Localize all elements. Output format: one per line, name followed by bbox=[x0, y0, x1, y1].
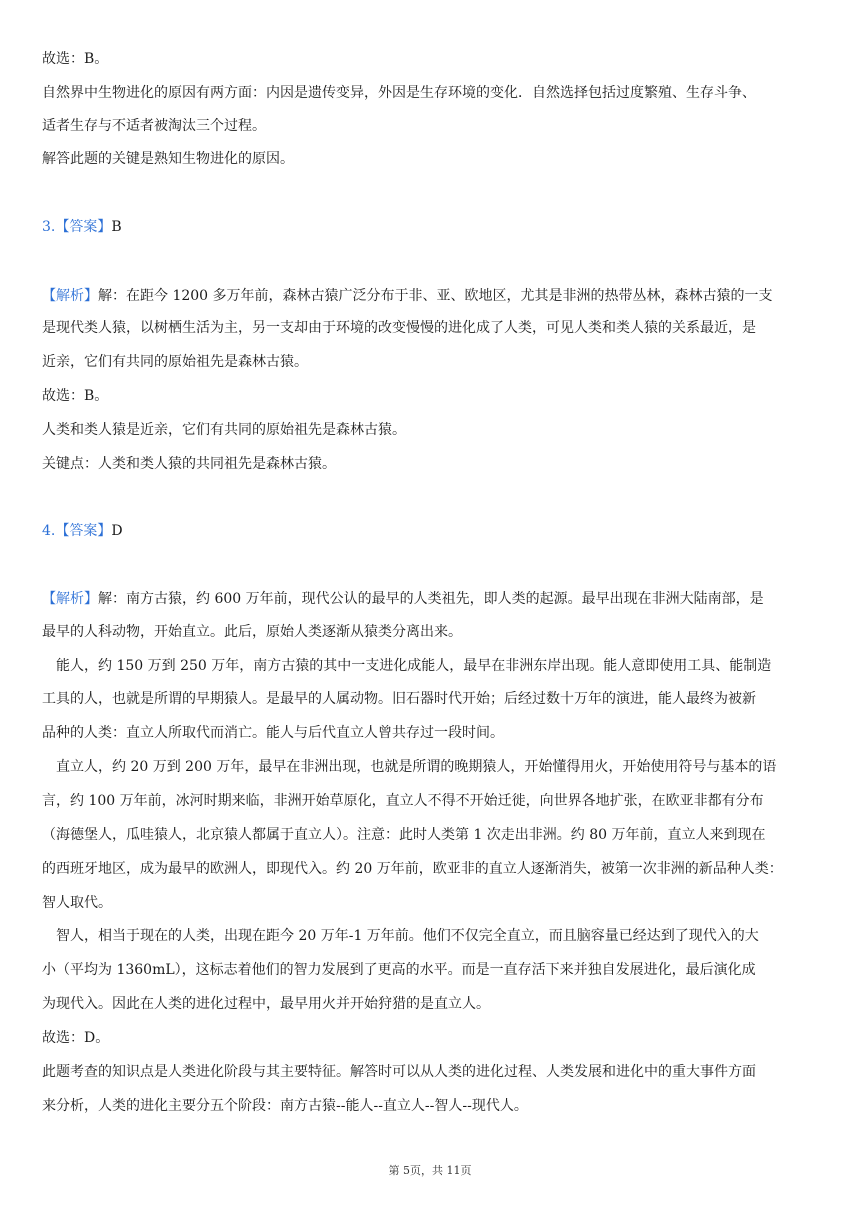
q4-summary-line: 来分析，人类的进化主要分五个阶段：南方古猿--能人--直立人--智人--现代人。 bbox=[42, 1098, 528, 1114]
q4-paragraph-line: 为现代入。因此在人类的进化过程中，最早用火并开始狩猎的是直立人。 bbox=[42, 996, 490, 1012]
q3-choice: 故选：B。 bbox=[42, 388, 109, 404]
q4-paragraph-line: 言，约 100 万年前，冰河时期来临，非洲开始草原化，直立人不得不开始迁徙，向世界各地扩张，在欧亚非都有分布 bbox=[42, 793, 764, 809]
q4-paragraph-line: （海德堡人，瓜哇猿人，北京猿人都属于直立人）。注意：此时人类第 1 次走出非洲。约 80 万年前，直立人来到现在 bbox=[42, 827, 766, 843]
q4-analysis-tag: 【解析】 bbox=[42, 591, 98, 607]
q3-answer-heading bbox=[42, 217, 122, 237]
q4-answer-value: D bbox=[111, 523, 123, 539]
q3-answer-tag: 【答案】 bbox=[55, 219, 112, 235]
q2-explanation-line: 自然界中生物进化的原因有两方面：内因是遗传变异，外因是生存环境的变化．自然选择包括过度繁殖、生存斗争、 bbox=[42, 85, 756, 101]
q3-key-point: 关键点：人类和类人猿的共同祖先是森林古猿。 bbox=[42, 456, 336, 472]
q3-answer-value: B bbox=[111, 219, 122, 235]
q4-paragraph-line: 智人，相当于现在的人类，出现在距今 20 万年-1 万年前。他们不仅完全直立，而且脑容量已经达到了现代入的大 bbox=[56, 928, 759, 944]
q3-analysis-line: 是现代类人猿，以树栖生活为主，另一支却由于环境的改变慢慢的进化成了人类，可见人类和类人猿的关系最近，是 bbox=[42, 320, 756, 336]
q4-answer-tag: 【答案】 bbox=[55, 523, 112, 539]
q4-answer-heading bbox=[42, 521, 123, 541]
q4-choice: 故选：D。 bbox=[42, 1030, 110, 1046]
page-number-footer: 第 5页，共 11页 bbox=[388, 1164, 472, 1177]
q4-paragraph-line: 直立人，约 20 万到 200 万年，最早在非洲出现，也就是所谓的晚期猿人，开始懂得用火，开始使用符号与基本的语 bbox=[56, 759, 777, 775]
q4-paragraph-line: 智人取代。 bbox=[42, 895, 112, 911]
q4-summary-line: 此题考查的知识点是人类进化阶段与其主要特征。解答时可以从人类的进化过程、人类发展和进化中的重大事件方面 bbox=[42, 1064, 756, 1080]
q3-analysis-line: 近亲，它们有共同的原始祖先是森林古猿。 bbox=[42, 354, 308, 370]
q2-explanation-line: 适者生存与不适者被淘汰三个过程。 bbox=[42, 118, 266, 134]
q3-analysis-line bbox=[42, 286, 820, 306]
q2-choice: 故选：B。 bbox=[42, 51, 109, 67]
q4-analysis-line: 最早的人科动物，开始直立。此后，原始人类逐渐从猿类分离出来。 bbox=[42, 624, 462, 640]
q4-paragraph-line: 工具的人，也就是所谓的早期猿人。是最早的人属动物。旧石器时代开始；后经过数十万年的演进，能人最终为被新 bbox=[42, 691, 756, 707]
q4-analysis-text: 解：南方古猿，约 600 万年前，现代公认的最早的人类祖先，即人类的起源。最早出现在非洲大陆南部，是 bbox=[98, 591, 764, 607]
q4-paragraph-line: 的西班牙地区，成为最早的欧洲人，即现代入。约 20 万年前，欧亚非的直立人逐渐消失，被第一次非洲的新品种人类： bbox=[42, 861, 783, 877]
q2-key-point: 解答此题的关键是熟知生物进化的原因。 bbox=[42, 151, 294, 167]
q4-analysis-line bbox=[42, 589, 820, 609]
q3-number: 3. bbox=[42, 219, 56, 235]
q3-summary: 人类和类人猿是近亲，它们有共同的原始祖先是森林古猿。 bbox=[42, 422, 406, 438]
q3-analysis-tag: 【解析】 bbox=[42, 288, 98, 304]
q4-paragraph-line: 小（平均为 1360mL），这标志着他们的智力发展到了更高的水平。而是一直存活下来并独自发展进化，最后演化成 bbox=[42, 962, 756, 978]
q4-number: 4. bbox=[42, 523, 56, 539]
q4-paragraph-line: 品种的人类：直立人所取代而消亡。能人与后代直立人曾共存过一段时间。 bbox=[42, 725, 504, 741]
q4-paragraph-line: 能人，约 150 万到 250 万年，南方古猿的其中一支进化成能人，最早在非洲东岸出现。能人意即使用工具、能制造 bbox=[56, 658, 772, 674]
q3-analysis-text: 解：在距今 1200 多万年前，森林古猿广泛分布于非、亚、欧地区，尤其是非洲的热带丛林，森林古猿的一支 bbox=[98, 288, 773, 304]
